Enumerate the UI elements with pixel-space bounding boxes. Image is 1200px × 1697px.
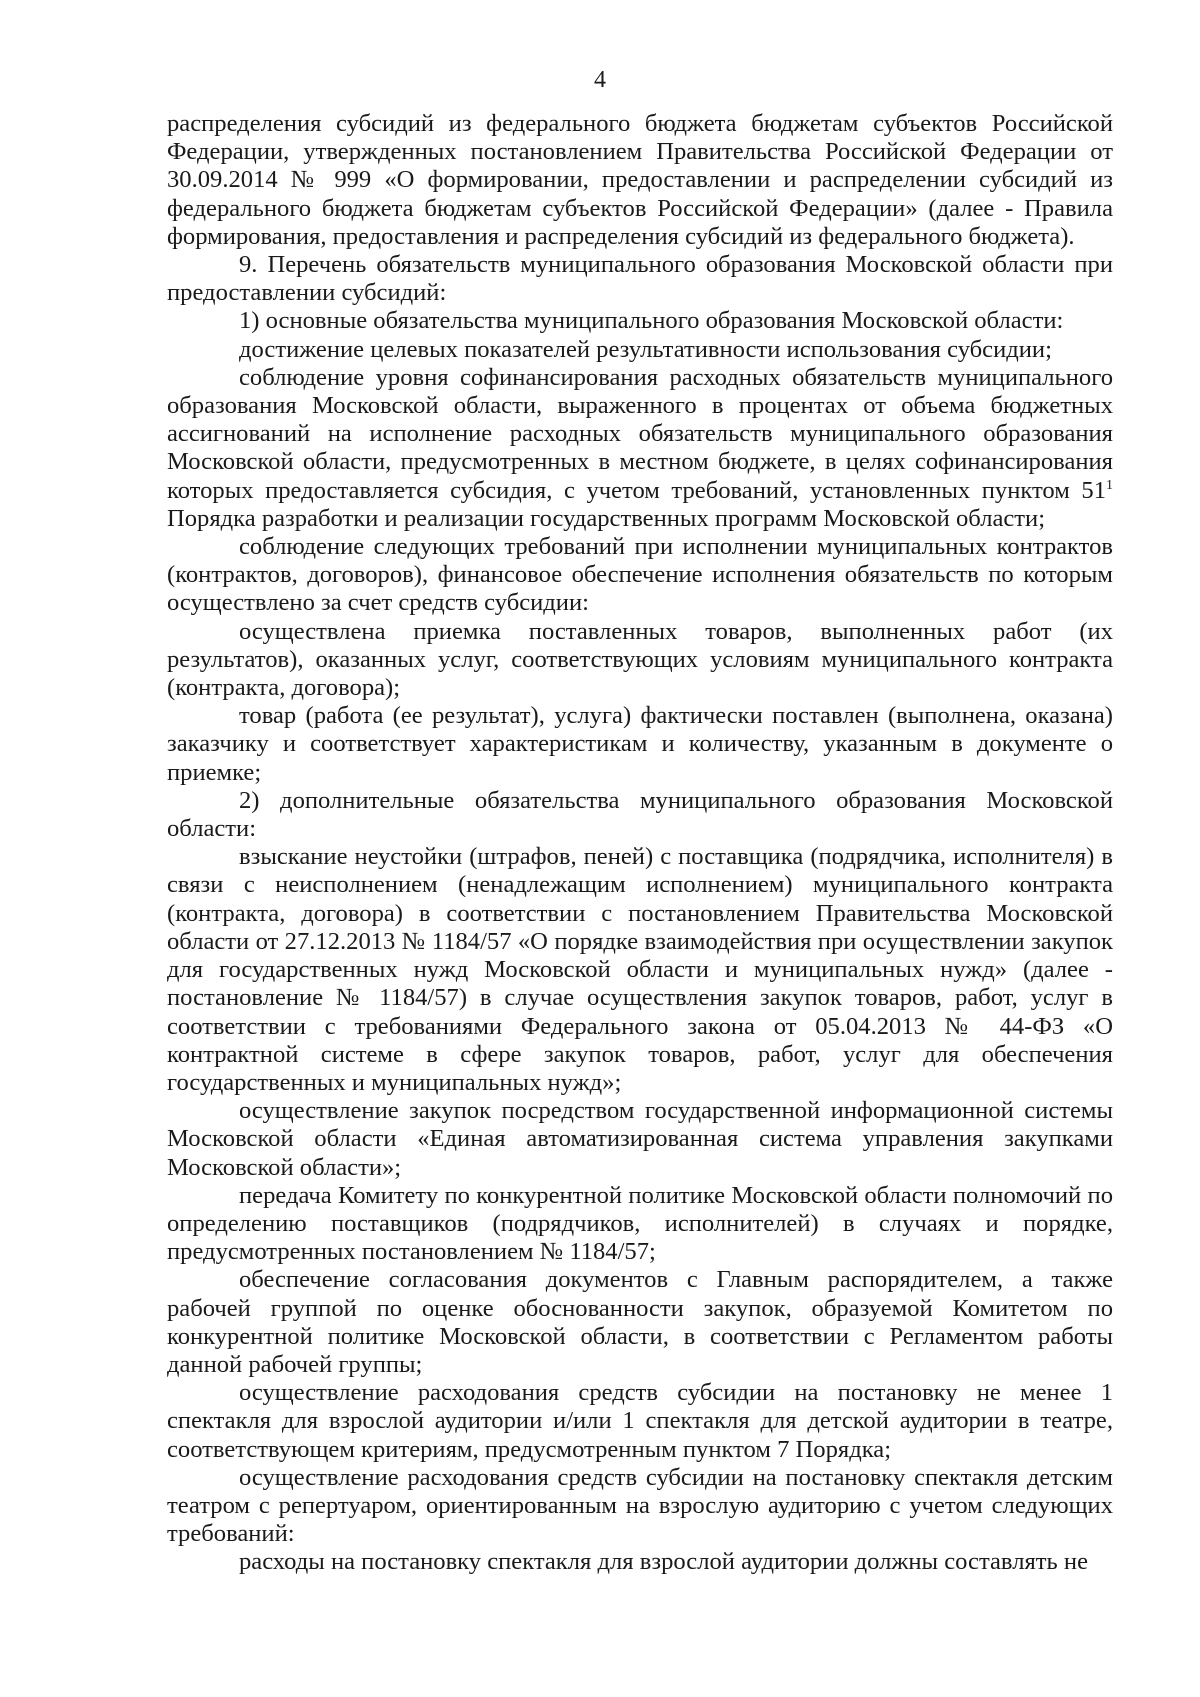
paragraph: осуществление закупок посредством государственной информационной системы Московской области «Единая автоматизированная система управления закупками Московской области»; <box>167 1097 1113 1181</box>
paragraph: товар (работа (ее результат), услуга) фактически поставлен (выполнена, оказана) заказчику и соответствует характеристикам и количеству, указанным в документе о приемке; <box>167 702 1113 786</box>
paragraph: 9. Перечень обязательств муниципального образования Московской области при предоставлении субсидий: <box>167 251 1113 307</box>
paragraph: обеспечение согласования документов с Главным распорядителем, а также рабочей группой по оценке обоснованности закупок, образуемой Комитетом по конкурентной политике Московской области, в соответствии с Регламентом работы данной рабочей группы; <box>167 1266 1113 1378</box>
paragraph-text-continued: Порядка разработки и реализации государственных программ Московской области; <box>167 504 1046 532</box>
paragraph: взыскание неустойки (штрафов, пеней) с поставщика (подрядчика, исполнителя) в связи с неисполнением (ненадлежащим исполнением) муниципального контракта (контракта, договора) в соответствии с постановлением Правительства Московской области от 27.12.2013 № 1184/57 «О порядке взаимодействия при осуществлении закупок для государственных нужд Московской области и муниципальных нужд» (далее - постановление № 1184/57) в случае осуществления закупок товаров, работ, услуг в соответствии с требованиями Федерального закона от 05.04.2013 № 44-ФЗ «О контрактной системе в сфере закупок товаров, работ, услуг для обеспечения государственных и муниципальных нужд»; <box>167 843 1113 1096</box>
paragraph: осуществление расходования средств субсидии на постановку спектакля детским театром с репертуаром, ориентированным на взрослую аудиторию с учетом следующих требований: <box>167 1463 1113 1548</box>
paragraph: передача Комитету по конкурентной политике Московской области полномочий по определению поставщиков (подрядчиков, исполнителей) в случаях и порядке, предусмотренных постановлением № 1184/57; <box>167 1181 1113 1266</box>
paragraph: осуществление расходования средств субсидии на постановку не менее 1 спектакля для взрослой аудитории и/или 1 спектакля для детской аудитории в театре, соответствующем критериям, предусмотренным пунктом 7 Порядка; <box>167 1379 1113 1463</box>
superscript: 1 <box>1106 477 1113 493</box>
paragraph: соблюдение следующих требований при исполнении муниципальных контрактов (контрактов, договоров), финансовое обеспечение исполнения обязательств по которым осуществлено за счет средств субсидии: <box>167 533 1113 617</box>
paragraph <box>167 364 1113 533</box>
paragraph: 2) дополнительные обязательства муниципального образования Московской области: <box>167 786 1113 843</box>
paragraph-text: соблюдение уровня софинансирования расходных обязательств муниципального образования Московской области, выраженного в процентах от объема бюджетных ассигнований на исполнение расходных обязательств муниципального образования Московской области, предусмотренных в местном бюджете, в целях софинансирования которых предоставляется субсидия, с учетом требований, установленных пунктом 51 <box>167 363 1113 504</box>
paragraph: расходы на постановку спектакля для взрослой аудитории должны составлять не <box>239 1548 1088 1576</box>
paragraph: распределения субсидий из федерального бюджета бюджетам субъектов Российской Федерации, утвержденных постановлением Правительства Российской Федерации от 30.09.2014 № 999 «О формировании, предоставлении и распределении субсидий из федерального бюджета бюджетам субъектов Российской Федерации» (далее - Правила формирования, предоставления и распределения субсидий из федерального бюджета). <box>167 110 1113 250</box>
paragraph: достижение целевых показателей результативности использования субсидии; <box>239 335 1052 363</box>
page-number: 4 <box>594 67 606 93</box>
paragraph: 1) основные обязательства муниципального образования Московской области: <box>239 307 1064 335</box>
document-body <box>167 110 1113 1577</box>
paragraph: осуществлена приемка поставленных товаров, выполненных работ (их результатов), оказанных услуг, соответствующих условиям муниципального контракта (контракта, договора); <box>167 617 1113 702</box>
